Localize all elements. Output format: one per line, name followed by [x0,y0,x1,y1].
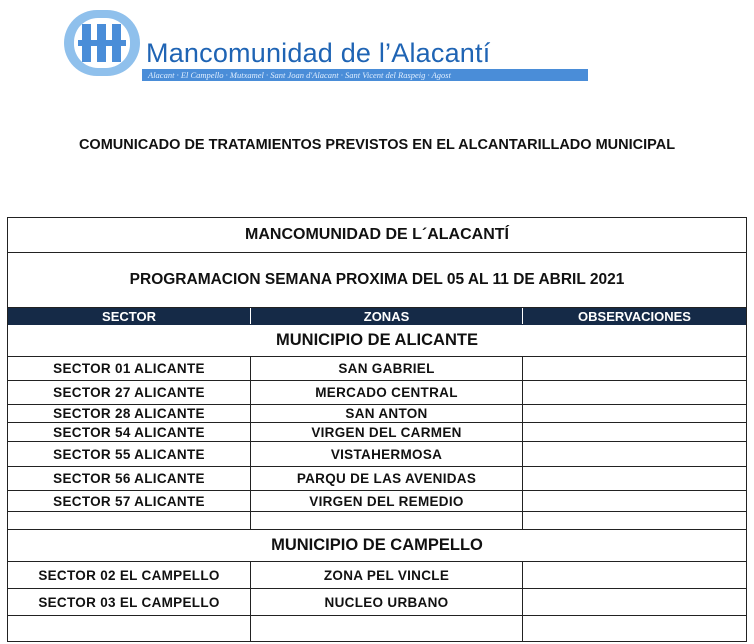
zona-cell: PARQU DE LAS AVENIDAS [251,467,523,490]
table-title-row [8,218,746,253]
table-row [8,562,746,589]
table-row [8,512,746,530]
table-row [8,616,746,641]
observaciones-cell [523,562,746,588]
sector-cell: SECTOR 28 ALICANTE [8,405,251,422]
zona-cell: VIRGEN DEL CARMEN [251,423,523,441]
mancomunidad-logo-icon [62,6,142,80]
table-row [8,589,746,616]
table-row [8,442,746,467]
table-row [8,467,746,491]
table-row [8,491,746,512]
zona-cell: ZONA PEL VINCLE [251,562,523,588]
observaciones-cell [523,589,746,615]
municipio-heading: MUNICIPIO DE ALICANTE [276,331,478,349]
zona-cell: SAN GABRIEL [251,357,523,380]
table-title: MANCOMUNIDAD DE L´ALACANTÍ [245,226,509,243]
sector-cell: SECTOR 01 ALICANTE [8,357,251,380]
sector-cell: SECTOR 27 ALICANTE [8,381,251,404]
observaciones-cell [523,405,746,422]
sector-cell: SECTOR 03 EL CAMPELLO [8,589,251,615]
zona-cell [251,616,523,641]
column-header-zonas: ZONAS [251,308,523,324]
programacion-text: PROGRAMACION SEMANA PROXIMA DEL 05 AL 11 DE ABRIL 2021 [129,271,625,288]
sector-cell: SECTOR 54 ALICANTE [8,423,251,441]
zona-cell: VIRGEN DEL REMEDIO [251,491,523,511]
schedule-table [7,217,747,642]
document-title: COMUNICADO DE TRATAMIENTOS PREVISTOS EN EL ALCANTARILLADO MUNICIPAL [78,137,676,153]
table-row [8,423,746,442]
column-header-sector: SECTOR [8,308,251,324]
sector-cell: SECTOR 02 EL CAMPELLO [8,562,251,588]
observaciones-cell [523,357,746,380]
table-row [8,405,746,423]
observaciones-cell [523,512,746,529]
zona-cell: NUCLEO URBANO [251,589,523,615]
municipio-row [8,530,746,562]
observaciones-cell [523,442,746,466]
zona-cell: MERCADO CENTRAL [251,381,523,404]
zona-cell: VISTAHERMOSA [251,442,523,466]
observaciones-cell [523,467,746,490]
observaciones-cell [523,423,746,441]
sector-cell [8,616,251,641]
municipio-row [8,325,746,357]
programacion-row [8,253,746,308]
zona-cell [251,512,523,529]
sector-cell: SECTOR 56 ALICANTE [8,467,251,490]
sector-cell: SECTOR 55 ALICANTE [8,442,251,466]
logo-title: Mancomunidad de l’Alacantí [146,38,491,68]
observaciones-cell [523,381,746,404]
zona-cell: SAN ANTON [251,405,523,422]
municipio-heading: MUNICIPIO DE CAMPELLO [271,536,483,554]
table-row [8,381,746,405]
sector-cell: SECTOR 57 ALICANTE [8,491,251,511]
mancomunidad-logo [62,6,592,82]
column-header-observaciones: OBSERVACIONES [578,309,691,324]
table-header-row [8,308,746,325]
sector-cell [8,512,251,529]
logo-subtitle: Alacant · El Campello · Mutxamel · Sant Joan d'Alacant · Sant Vicent del Raspeig · Agost [142,69,588,81]
observaciones-cell [523,491,746,511]
observaciones-cell [523,616,746,641]
table-row [8,357,746,381]
